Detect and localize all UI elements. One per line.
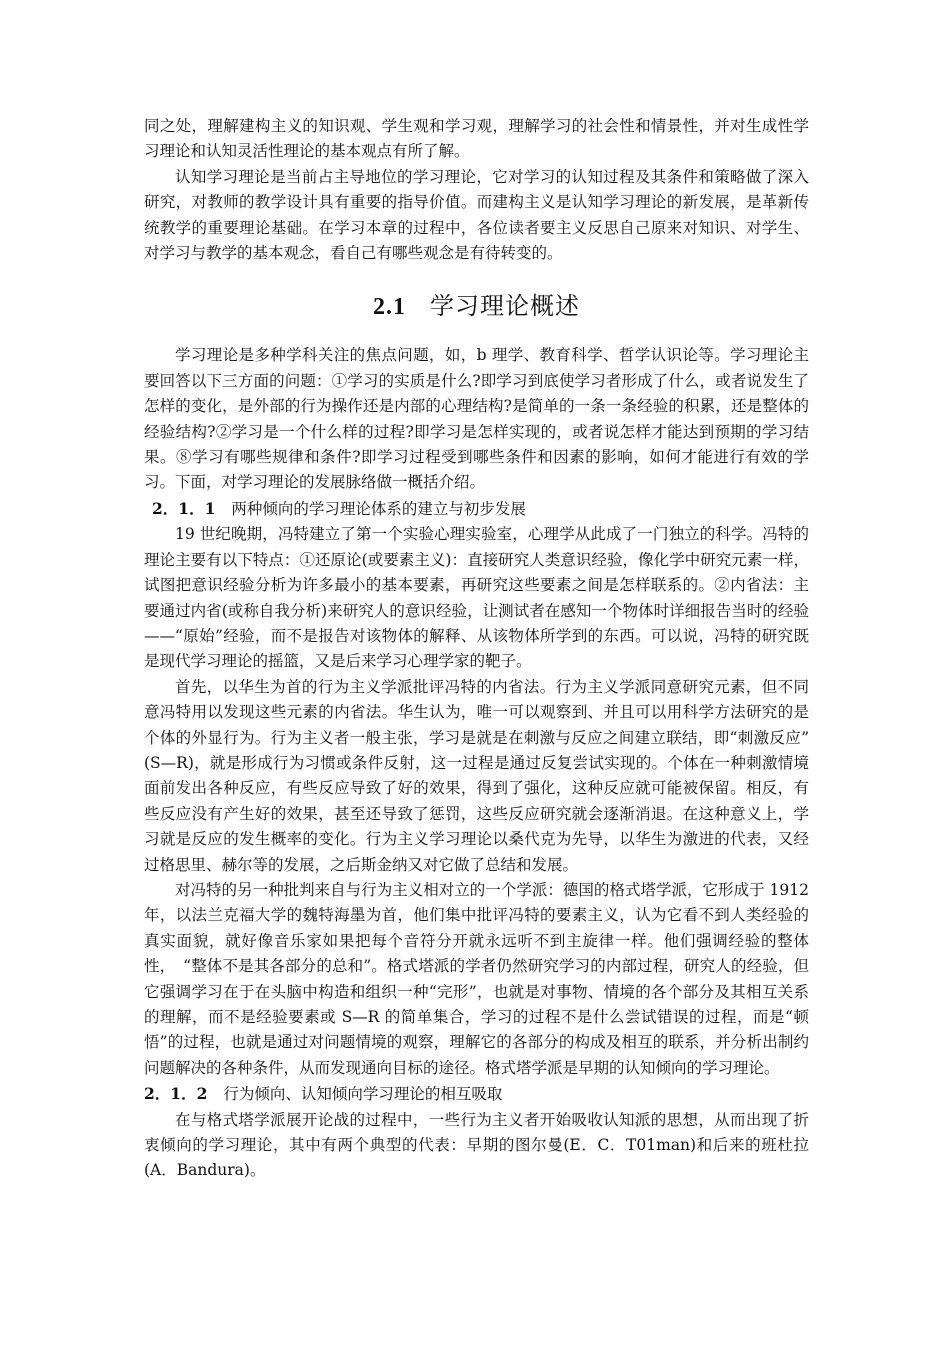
subsection1-paragraph-1: 19 世纪晚期，冯特建立了第一个实验心理实验室，心理学从此成了一门独立的科学。冯特的理论主要有以下特点：①还原论(或要素主义)：直接研究人类意识经验，像化学中研究元素一样，试图把意识经验分析为许多最小的基本要素，再研究这些要素之间是怎样联系的。②内省法：主要通过内省(或称自我分析)来研究人的意识经验，让测试者在感知一个物体时详细报告当时的经验——“原始”经验，而不是报告对该物体的解释、从该物体所学到的东西。可以说，冯特的研究既是现代学习理论的摇篮，又是后来学习心理学家的靶子。 [144,525,809,671]
subsection-heading-1 [144,496,809,522]
subsection-number-1: 2．1．1 [152,498,216,518]
section-title: 学习理论概述 [430,292,580,321]
subsection-title-2: 行为倾向、认知倾向学习理论的相互吸取 [223,1085,503,1104]
section-number: 2.1 [373,294,406,321]
subsection-number-2: 2．1．2 [144,1084,208,1104]
subsection2-paragraph-1: 在与格式塔学派展开论战的过程中，一些行为主义者开始吸收认知派的思想，从而出现了折衷倾向的学习理论，其中有两个典型的代表：早期的图尔曼(E．C．T01man)和后来的班杜拉(A．Bandura)。 [144,1110,809,1180]
intro-paragraph-2: 认知学习理论是当前占主导地位的学习理论，它对学习的认知过程及其条件和策略做了深入研究，对教师的教学设计具有重要的指导价值。而建构主义是认知学习理论的新发展，是革新传统教学的重要理论基础。在学习本章的过程中，各位读者要主义反思自己原来对知识、对学生、对学习与教学的基本观念，看自己有哪些观念是有待转变的。 [144,167,809,263]
subsection1-paragraph-2: 首先，以华生为首的行为主义学派批评冯特的内省法。行为主义学派同意研究元素，但不同意冯特用以发现这些元素的内省法。华生认为，唯一可以观察到、并且可以用科学方法研究的是个体的外显行为。行为主义者一般主张，学习是就是在刺激与反应之间建立联结，即“刺激反应” (S—R)，就是形成行为习惯或条件反射，这一过程是通过反复尝试实现的。个体在一种刺激情境面前发出各种反应，有些反应导致了好的效果，得到了强化，这种反应就可能被保留。相反，有些反应没有产生好的效果，甚至还导致了惩罚，这些反应研究就会逐渐消退。在这种意义上，学习就是反应的发生概率的变化。行为主义学习理论以桑代克为先导，以华生为激进的代表，又经过格思里、赫尔等的发展，之后斯金纳又对它做了总结和发展。 [144,677,825,874]
section-heading [144,292,809,321]
subsection-heading-2 [144,1081,809,1107]
document-page [144,114,825,1184]
subsection1-paragraph-3: 对冯特的另一种批判来自与行为主义相对立的一个学派：德国的格式塔学派，它形成于 1912 年，以法兰克福大学的魏特海墨为首，他们集中批评冯特的要素主义，认为它看不到人类经验的真实面貌，就好像音乐家如果把每个音符分开就永远听不到主旋律一样。他们强调经验的整体性， “整体不是其各部分的总和”。格式塔派的学者仍然研究学习的内部过程，研究人的经验，但它强调学习在于在头脑中构造和组织一种“完形”，也就是对事物、情境的各个部分及其相互关系的理解，而不是经验要素或 S—R 的简单集合，学习的过程不是什么尝试错误的过程，而是“顿悟”的过程，也就是通过对问题情境的观察，理解它的各部分的构成及相互的联系，并分析出制约问题解决的各种条件，从而发现通向目标的途径。格式塔学派是早期的认知倾向的学习理论。 [144,880,809,1077]
intro-paragraph-1: 同之处，理解建构主义的知识观、学生观和学习观，理解学习的社会性和情景性，并对生成性学习理论和认知灵活性理论的基本观点有所了解。 [144,117,809,161]
subsection-title-1: 两种倾向的学习理论体系的建立与初步发展 [231,499,526,518]
section-intro-paragraph: 学习理论是多种学科关注的焦点问题，如，b 理学、教育科学、哲学认识论等。学习理论主要回答以下三方面的问题：①学习的实质是什么?即学习到底使学习者形成了什么，或者说发生了怎样的变化，是外部的行为操作还是内部的心理结构?是简单的一条一条经验的积累，还是整体的经验结构?②学习是一个什么样的过程?即学习是怎样实现的，或者说怎样才能达到预期的学习结果。⑧学习有哪些规律和条件?即学习过程受到哪些条件和因素的影响，如何才能进行有效的学习。下面，对学习理论的发展脉络做一概括介绍。 [144,346,809,492]
